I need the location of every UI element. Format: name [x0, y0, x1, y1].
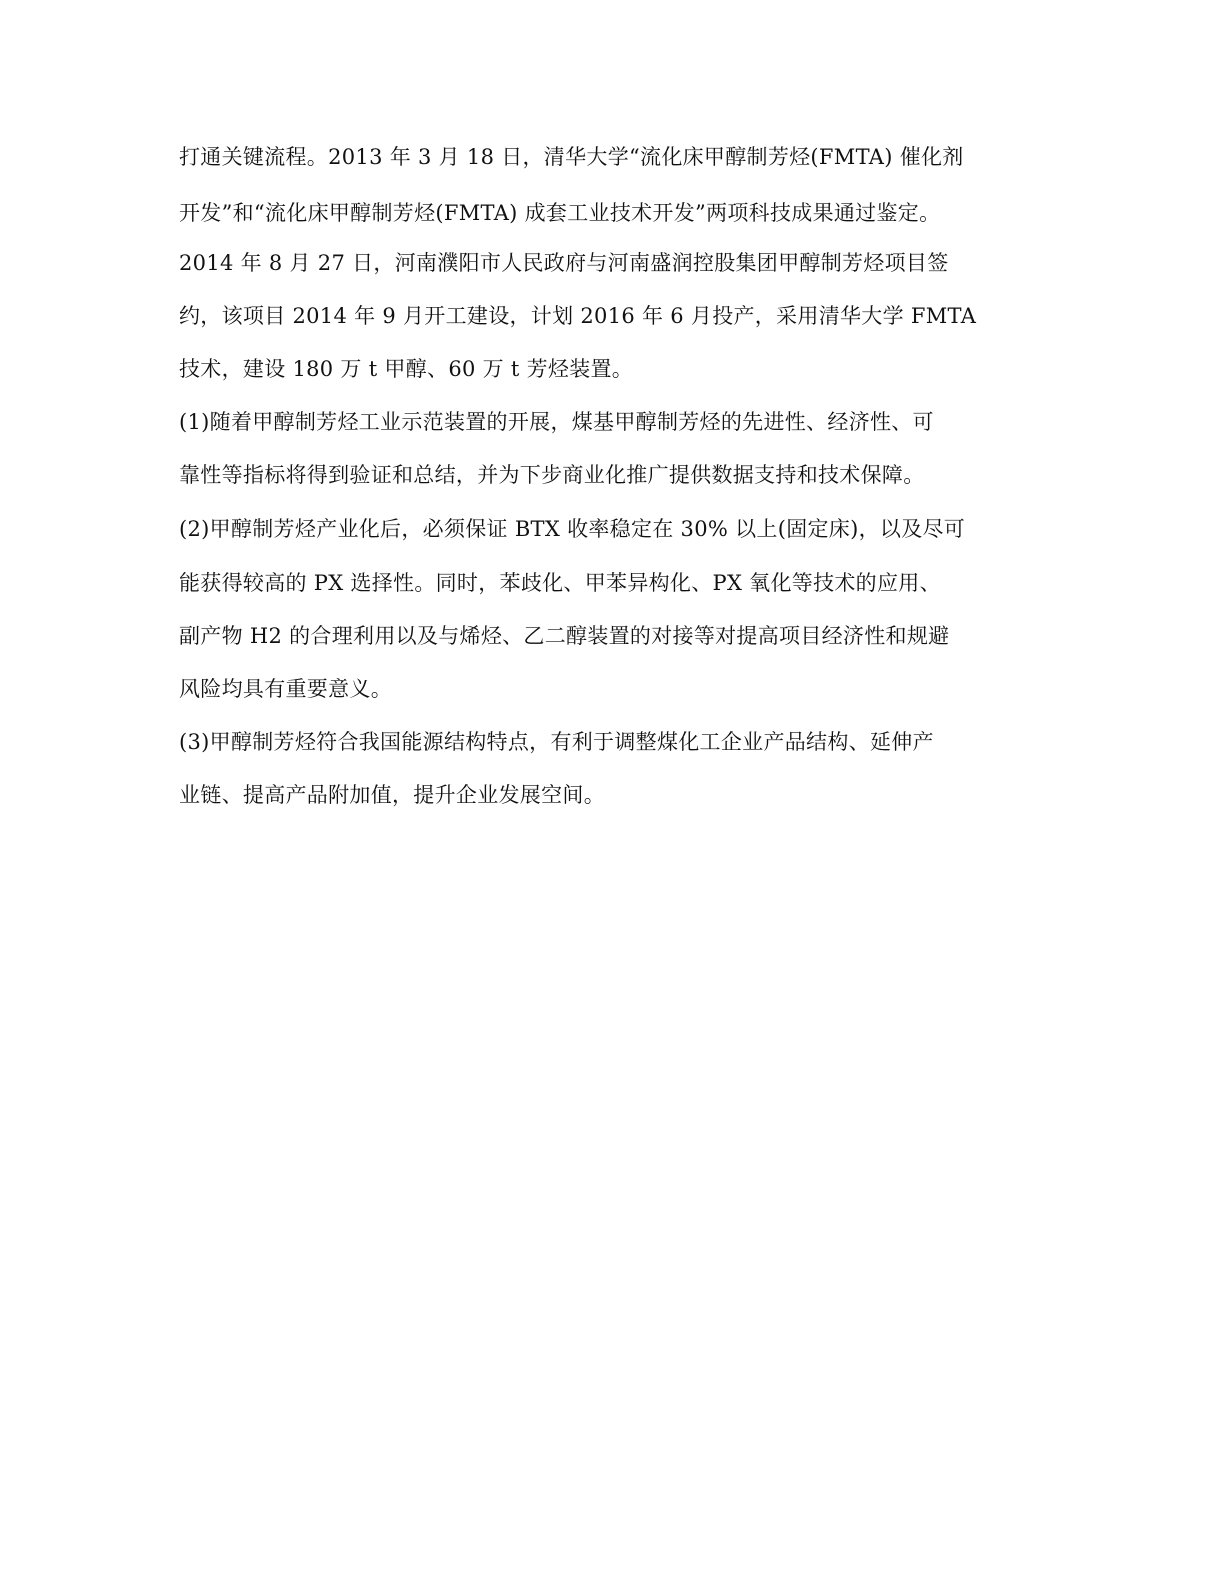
text-line: 打通关键流程。2013 年 3 月 18 日，清华大学“流化床甲醇制芳烃(FMTA) 催化剂	[179, 145, 964, 169]
text-line: 技术，建设 180 万 t 甲醇、60 万 t 芳烃装置。	[179, 357, 634, 381]
text-line: 风险均具有重要意义。	[179, 677, 392, 701]
text-line: (1)随着甲醇制芳烃工业示范装置的开展，煤基甲醇制芳烃的先进性、经济性、可	[179, 410, 934, 434]
text-line: 业链、提高产品附加值，提升企业发展空间。	[179, 783, 605, 807]
text-line: 开发”和“流化床甲醇制芳烃(FMTA) 成套工业技术开发”两项科技成果通过鉴定。	[179, 201, 941, 225]
text-line: 靠性等指标将得到验证和总结，并为下步商业化推广提供数据支持和技术保障。	[179, 463, 925, 487]
text-line: (3)甲醇制芳烃符合我国能源结构特点，有利于调整煤化工企业产品结构、延伸产	[179, 730, 934, 754]
text-line: (2)甲醇制芳烃产业化后，必须保证 BTX 收率稳定在 30% 以上(固定床)，以及尽可	[179, 517, 966, 541]
text-line: 能获得较高的 PX 选择性。同时，苯歧化、甲苯异构化、PX 氧化等技术的应用、	[179, 571, 941, 595]
text-line: 2014 年 8 月 27 日，河南濮阳市人民政府与河南盛润控股集团甲醇制芳烃项目签	[179, 251, 949, 275]
text-line: 副产物 H2 的合理利用以及与烯烃、乙二醇装置的对接等对提高项目经济性和规避	[179, 624, 950, 648]
text-line: 约，该项目 2014 年 9 月开工建设，计划 2016 年 6 月投产，采用清华大学 FMTA	[179, 304, 977, 328]
